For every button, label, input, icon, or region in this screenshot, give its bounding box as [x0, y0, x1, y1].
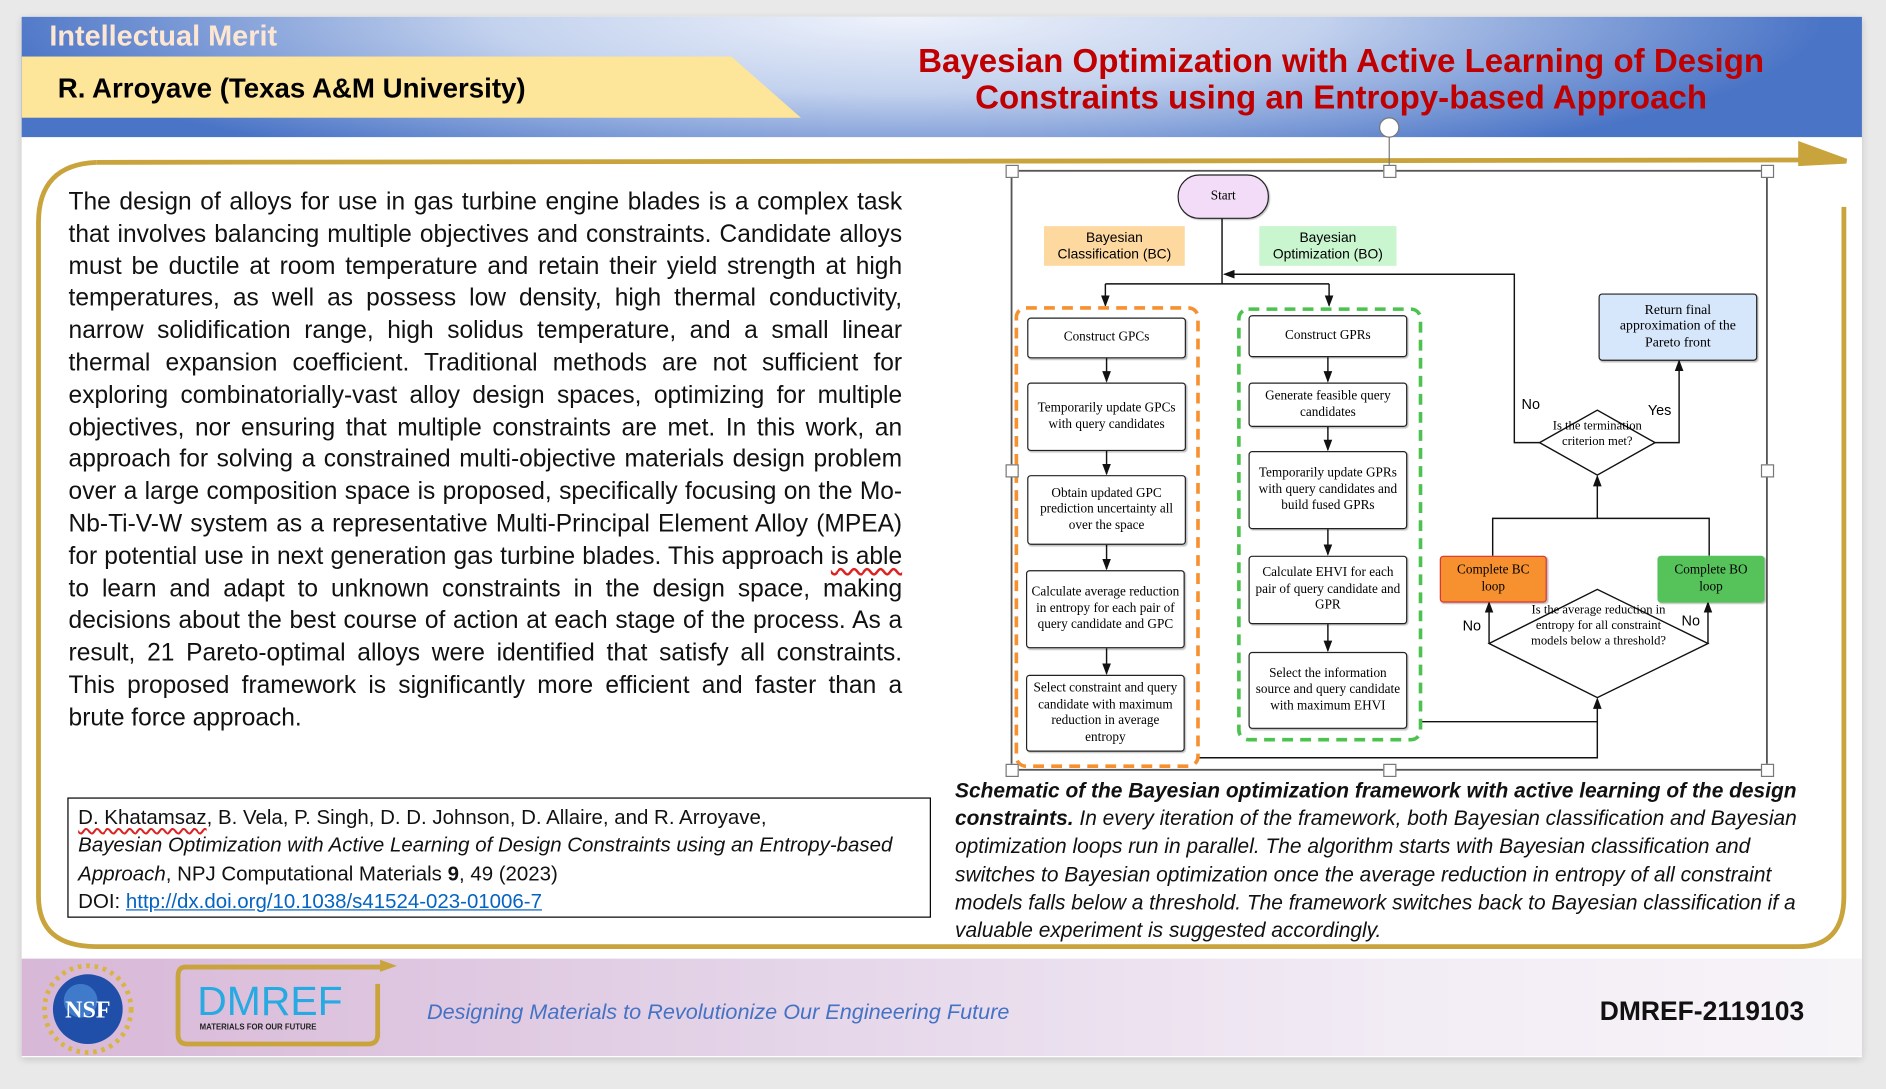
citation-journal: , NPJ Computational Materials: [165, 861, 448, 885]
bo-step: Calculate EHVI for each pair of query candidate and GPR: [1249, 556, 1408, 625]
spellcheck-marked-text: is able: [830, 543, 903, 570]
bc-step: Calculate average reduction in entropy for each pair of query candidate and GPC: [1026, 570, 1185, 648]
dmref-logo: [173, 960, 402, 1049]
resize-handle[interactable]: [1383, 165, 1396, 178]
svg-text:NSF: NSF: [65, 997, 111, 1024]
return-final-node: Return final approximation of the Pareto front: [1599, 293, 1758, 360]
bc-step: Obtain updated GPC prediction uncertainty all over the space: [1027, 475, 1186, 545]
resize-handle[interactable]: [1761, 464, 1774, 477]
resize-handle[interactable]: [1006, 764, 1019, 777]
citation-pages: , 49 (2023): [458, 861, 558, 885]
bo-step: Construct GPRs: [1249, 315, 1408, 357]
title-line-1: Bayesian Optimization with Active Learning of Design: [918, 42, 1765, 80]
svg-text:MATERIALS FOR OUR FUTURE: MATERIALS FOR OUR FUTURE: [199, 1022, 317, 1032]
resize-handle[interactable]: [1006, 464, 1019, 477]
bo-step: Temporarily update GPRs with query candidates and build fused GPRs: [1249, 451, 1408, 529]
resize-handle[interactable]: [1006, 165, 1019, 178]
termination-decision: Is the termination criterion met?: [1552, 419, 1642, 449]
nsf-logo: [41, 962, 135, 1056]
rotate-handle-icon: [1380, 118, 1399, 137]
caption-bold: Schematic of the Bayesian optimization framework with active learning of the design constraints.: [955, 778, 1797, 831]
threshold-decision: Is the average reduction in entropy for all constraint models below a threshold?: [1530, 603, 1667, 649]
svg-text:DMREF: DMREF: [197, 978, 343, 1025]
bc-label: Bayesian Classification (BC): [1044, 226, 1185, 266]
yes-label: Yes: [1647, 401, 1672, 419]
figure-caption: [955, 777, 1826, 944]
resize-handle[interactable]: [1761, 764, 1774, 777]
doi-link[interactable]: http://dx.doi.org/10.1038/s41524-023-01006-7: [125, 889, 542, 913]
bo-step: Generate feasible query candidates: [1249, 382, 1408, 427]
citation-first-author: D. Khatamsaz: [78, 805, 207, 829]
start-node: Start: [1178, 174, 1269, 219]
doi-label: DOI:: [78, 889, 126, 913]
citation-volume: 9: [447, 861, 459, 885]
no-label: No: [1462, 617, 1482, 634]
tagline: Designing Materials to Revolutionize Our Engineering Future: [426, 999, 1010, 1024]
no-label: No: [1521, 395, 1540, 413]
bc-step: Temporarily update GPCs with query candidates: [1027, 382, 1186, 451]
resize-handle[interactable]: [1383, 764, 1396, 777]
no-label: No: [1681, 612, 1700, 630]
bc-step: Select constraint and query candidate with maximum reduction in average entropy: [1026, 675, 1185, 752]
caption-text: In every iteration of the framework, both Bayesian classification and Bayesian optimization loops run in parallel. The algorithm starts with Bayesian classification and switches to Bayesian optimization once the average reduction in entropy of all constraint models falls below a threshold. The framework switches back to Bayesian classification if a valuable experiment is suggested accordingly.: [955, 806, 1797, 942]
title-line-2: Constraints using an Entropy-based Approach: [975, 78, 1708, 116]
complete-bo-node: Complete BO loop: [1657, 556, 1764, 603]
bc-step: Construct GPCs: [1027, 318, 1186, 359]
award-number: DMREF-2119103: [1599, 995, 1805, 1026]
abstract-part-1: The design of alloys for use in gas turbine engine blades is a complex task that involves balancing multiple objectives and constraints. Candidate alloys must be ductile at room temperature and retain their yield strength at high temperatures, as well as possess low density, high thermal conductivity, narrow solidification range, high solidus temperature, and a small linear thermal expansion coefficient. Traditional methods are not sufficient for exploring combinatorially-vast alloy design spaces, optimizing for multiple objectives, nor ensuring that multiple constraints are met. In this work, an approach for solving a constrained multi-objective materials design problem over a large composition space is proposed, specifically focusing on the Mo-Nb-Ti-V-W system as a representative Multi-Principal Element Alloy (MPEA) for potential use in next generation gas turbine blades. This approach: [68, 188, 903, 570]
resize-handle[interactable]: [1761, 165, 1774, 178]
complete-bc-node: Complete BC loop: [1440, 556, 1547, 603]
citation-title: Bayesian Optimization with Active Learning of Design Constraints using an Entropy-based Approach: [78, 833, 893, 885]
bo-step: Select the information source and query candidate with maximum EHVI: [1249, 652, 1408, 729]
section-label: Intellectual Merit: [49, 20, 278, 53]
citation-authors: , B. Vela, P. Singh, D. D. Johnson, D. Allaire, and R. Arroyave,: [206, 805, 767, 829]
abstract-part-2: to learn and adapt to unknown constraints in the design space, making decisions about the best course of action at each stage of the process. As a result, 21 Pareto-optimal alloys were identified that satisfy all constraints. This proposed framework is significantly more efficient and faster than a brute force approach.: [68, 575, 903, 732]
bo-label: Bayesian Optimization (BO): [1259, 226, 1396, 266]
pi-name: R. Arroyave (Texas A&M University): [57, 72, 526, 104]
